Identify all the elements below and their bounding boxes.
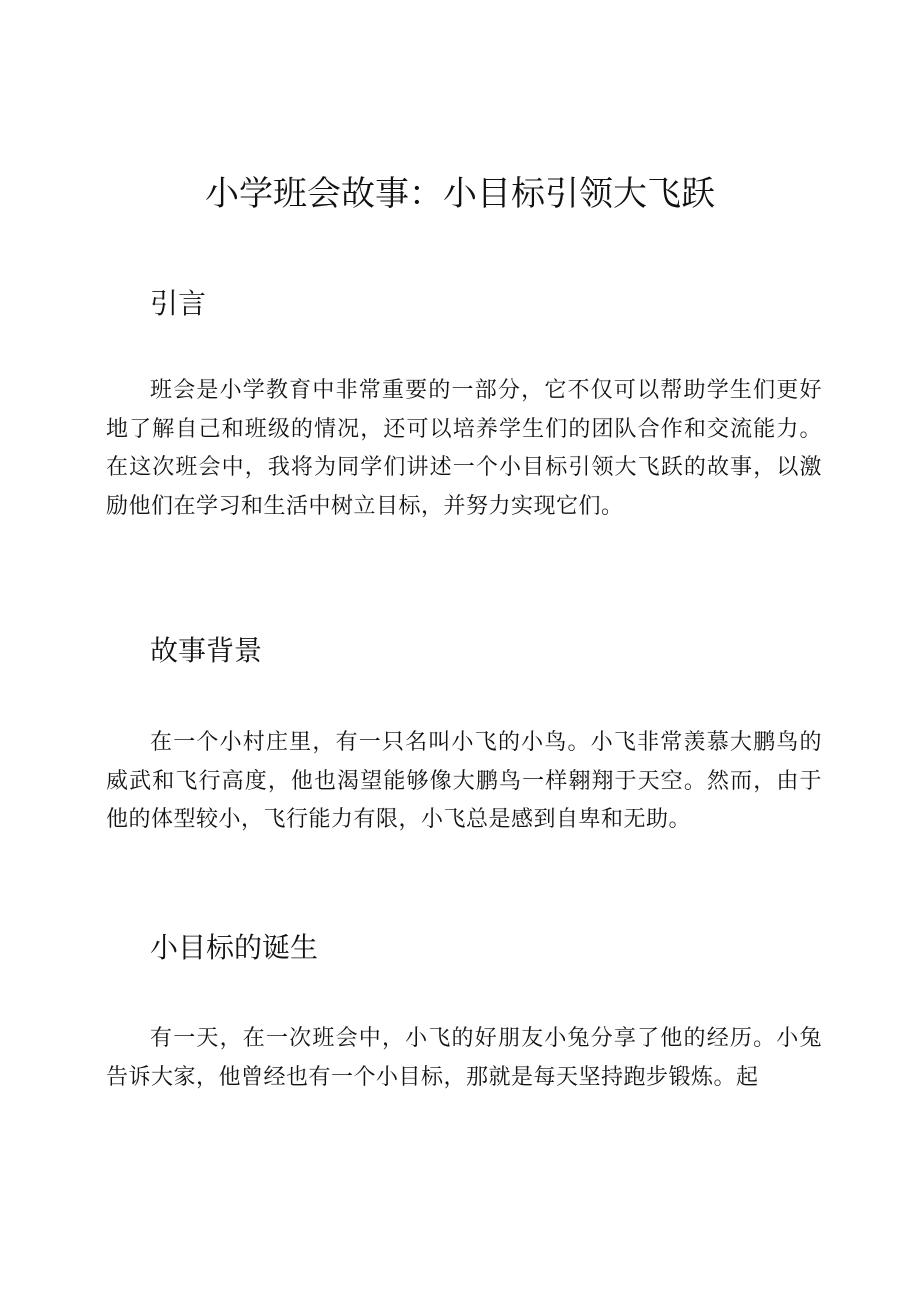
section-paragraph-goal-birth: 有一天，在一次班会中，小飞的好朋友小兔分享了他的经历。小兔告诉大家，他曾经也有一个小目标，那就是每天坚持跑步锻炼。起 xyxy=(106,1026,822,1090)
document-title: 小学班会故事：小目标引领大飞跃 xyxy=(205,174,715,214)
section-paragraph-background: 在一个小村庄里，有一只名叫小飞的小鸟。小飞非常羡慕大鹏鸟的威武和飞行高度，他也渴望能够像大鹏鸟一样翱翔于天空。然而，由于他的体型较小，飞行能力有限，小飞总是感到自卑和无助。 xyxy=(106,730,822,832)
section-heading-goal-birth: 小目标的诞生 xyxy=(150,931,319,964)
section-paragraph-intro: 班会是小学教育中非常重要的一部分，它不仅可以帮助学生们更好地了解自己和班级的情况，还可以培养学生们的团队合作和交流能力。在这次班会中，我将为同学们讲述一个小目标引领大飞跃的故事，以激励他们在学习和生活中树立目标，并努力实现它们。 xyxy=(106,378,822,519)
section-heading-background: 故事背景 xyxy=(150,634,263,667)
section-heading-intro: 引言 xyxy=(150,287,207,320)
